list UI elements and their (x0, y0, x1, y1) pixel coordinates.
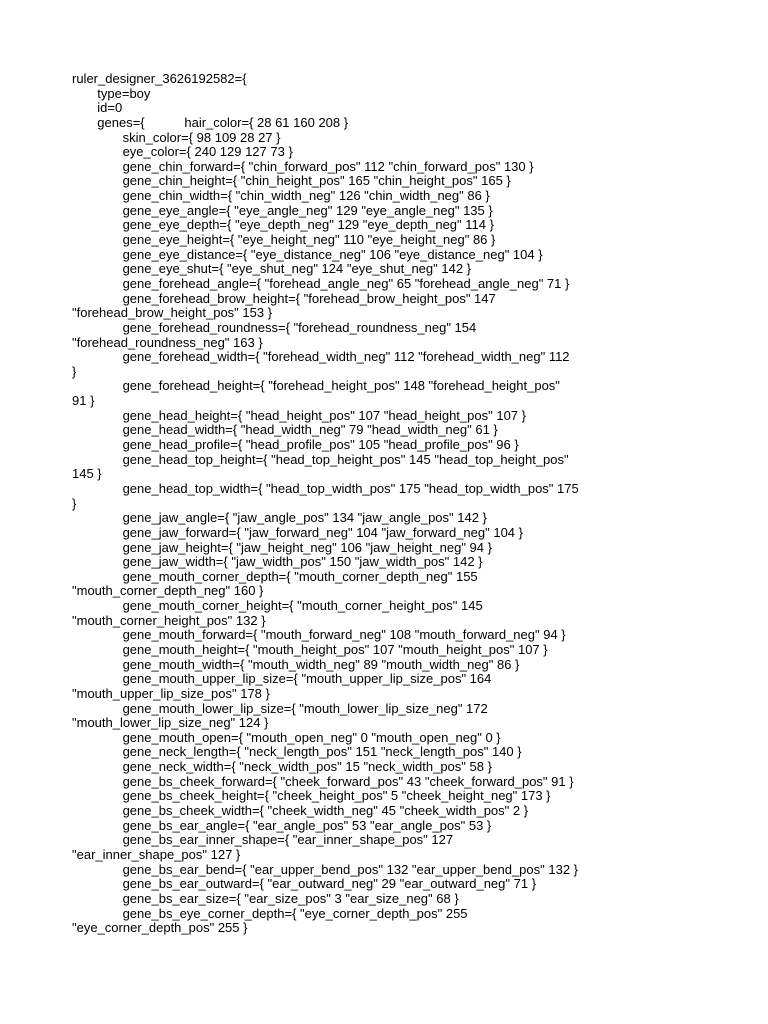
text-line: "forehead_brow_height_pos" 153 } (72, 305, 273, 321)
text-line: genes={ hair_color={ 28 61 160 208 } (72, 114, 349, 130)
text-line: gene_bs_cheek_height={ "cheek_height_pos" 5 "cheek_height_neg" 173 } (72, 788, 551, 804)
text-line: id=0 (72, 100, 123, 116)
text-line: type=boy (72, 85, 151, 101)
text-line: gene_chin_forward={ "chin_forward_pos" 112 "chin_forward_pos" 130 } (72, 158, 534, 174)
text-line: gene_head_top_height={ "head_top_height_pos" 145 "head_top_height_pos" (72, 451, 569, 467)
text-line: gene_neck_length={ "neck_length_pos" 151 "neck_length_pos" 140 } (72, 744, 522, 760)
text-line: gene_eye_height={ "eye_height_neg" 110 "eye_height_neg" 86 } (72, 232, 496, 248)
text-line: skin_color={ 98 109 28 27 } (72, 129, 281, 145)
text-line: gene_jaw_angle={ "jaw_angle_pos" 134 "jaw_angle_pos" 142 } (72, 510, 487, 526)
text-line: gene_chin_height={ "chin_height_pos" 165 "chin_height_pos" 165 } (72, 173, 511, 189)
text-line: gene_forehead_brow_height={ "forehead_brow_height_pos" 147 (72, 290, 496, 306)
text-line: gene_mouth_corner_height={ "mouth_corner_height_pos" 145 (72, 598, 483, 614)
text-line: gene_mouth_corner_depth={ "mouth_corner_depth_neg" 155 (72, 568, 478, 584)
text-line: "forehead_roundness_neg" 163 } (72, 334, 263, 350)
document-text-body (72, 72, 702, 936)
text-line: gene_forehead_height={ "forehead_height_pos" 148 "forehead_height_pos" (72, 378, 560, 394)
text-line: "mouth_corner_depth_neg" 160 } (72, 583, 264, 599)
text-line: gene_mouth_open={ "mouth_open_neg" 0 "mouth_open_neg" 0 } (72, 729, 501, 745)
text-line: "mouth_upper_lip_size_pos" 178 } (72, 685, 270, 701)
text-line: "eye_corner_depth_pos" 255 } (72, 920, 248, 936)
text-line: gene_mouth_lower_lip_size={ "mouth_lower_lip_size_neg" 172 (72, 700, 488, 716)
text-line: "mouth_corner_height_pos" 132 } (72, 612, 266, 628)
text-line: gene_chin_width={ "chin_width_neg" 126 "chin_width_neg" 86 } (72, 188, 490, 204)
text-line: gene_mouth_height={ "mouth_height_pos" 107 "mouth_height_pos" 107 } (72, 641, 548, 657)
text-line: gene_bs_ear_bend={ "ear_upper_bend_pos" 132 "ear_upper_bend_pos" 132 } (72, 861, 579, 877)
text-line: gene_jaw_width={ "jaw_width_pos" 150 "jaw_width_pos" 142 } (72, 554, 483, 570)
text-line: gene_neck_width={ "neck_width_pos" 15 "neck_width_pos" 58 } (72, 759, 492, 775)
text-line: gene_eye_depth={ "eye_depth_neg" 129 "eye_depth_neg" 114 } (72, 217, 494, 233)
text-line: gene_eye_distance={ "eye_distance_neg" 106 "eye_distance_neg" 104 } (72, 246, 543, 262)
text-line: "ear_inner_shape_pos" 127 } (72, 846, 241, 862)
text-line: } (72, 363, 77, 379)
text-line: eye_color={ 240 129 127 73 } (72, 144, 293, 160)
text-line: gene_eye_angle={ "eye_angle_neg" 129 "eye_angle_neg" 135 } (72, 202, 493, 218)
text-line: gene_forehead_angle={ "forehead_angle_neg" 65 "forehead_angle_neg" 71 } (72, 275, 570, 291)
text-line: } (72, 495, 77, 511)
text-line: ruler_designer_3626192582={ (72, 71, 247, 86)
text-line: gene_bs_ear_inner_shape={ "ear_inner_shape_pos" 127 (72, 832, 454, 848)
text-line: gene_eye_shut={ "eye_shut_neg" 124 "eye_shut_neg" 142 } (72, 261, 472, 277)
text-line: gene_jaw_height={ "jaw_height_neg" 106 "jaw_height_neg" 94 } (72, 539, 492, 555)
text-line: gene_jaw_forward={ "jaw_forward_neg" 104 "jaw_forward_neg" 104 } (72, 524, 523, 540)
text-line: gene_bs_cheek_width={ "cheek_width_neg" 45 "cheek_width_pos" 2 } (72, 803, 529, 819)
text-line: gene_mouth_forward={ "mouth_forward_neg" 108 "mouth_forward_neg" 94 } (72, 627, 566, 643)
text-line: gene_forehead_width={ "forehead_width_neg" 112 "forehead_width_neg" 112 (72, 349, 570, 365)
text-line: gene_head_height={ "head_height_pos" 107 "head_height_pos" 107 } (72, 407, 526, 423)
text-line: gene_bs_cheek_forward={ "cheek_forward_pos" 43 "cheek_forward_pos" 91 } (72, 773, 574, 789)
text-line: gene_bs_eye_corner_depth={ "eye_corner_depth_pos" 255 (72, 905, 468, 921)
text-line: gene_forehead_roundness={ "forehead_roundness_neg" 154 (72, 319, 477, 335)
text-line: gene_bs_ear_size={ "ear_size_pos" 3 "ear_size_neg" 68 } (72, 890, 459, 906)
text-line: gene_head_profile={ "head_profile_pos" 105 "head_profile_pos" 96 } (72, 437, 519, 453)
text-line: gene_mouth_width={ "mouth_width_neg" 89 "mouth_width_neg" 86 } (72, 656, 520, 672)
text-line: gene_head_width={ "head_width_neg" 79 "head_width_neg" 61 } (72, 422, 498, 438)
text-line: gene_bs_ear_angle={ "ear_angle_pos" 53 "ear_angle_pos" 53 } (72, 817, 492, 833)
text-line: gene_head_top_width={ "head_top_width_pos" 175 "head_top_width_pos" 175 (72, 480, 579, 496)
text-line: 145 } (72, 466, 102, 482)
text-line: "mouth_lower_lip_size_neg" 124 } (72, 715, 269, 731)
text-line: gene_mouth_upper_lip_size={ "mouth_upper_lip_size_pos" 164 (72, 671, 492, 687)
text-line: 91 } (72, 393, 95, 409)
text-line: gene_bs_ear_outward={ "ear_outward_neg" 29 "ear_outward_neg" 71 } (72, 876, 537, 892)
